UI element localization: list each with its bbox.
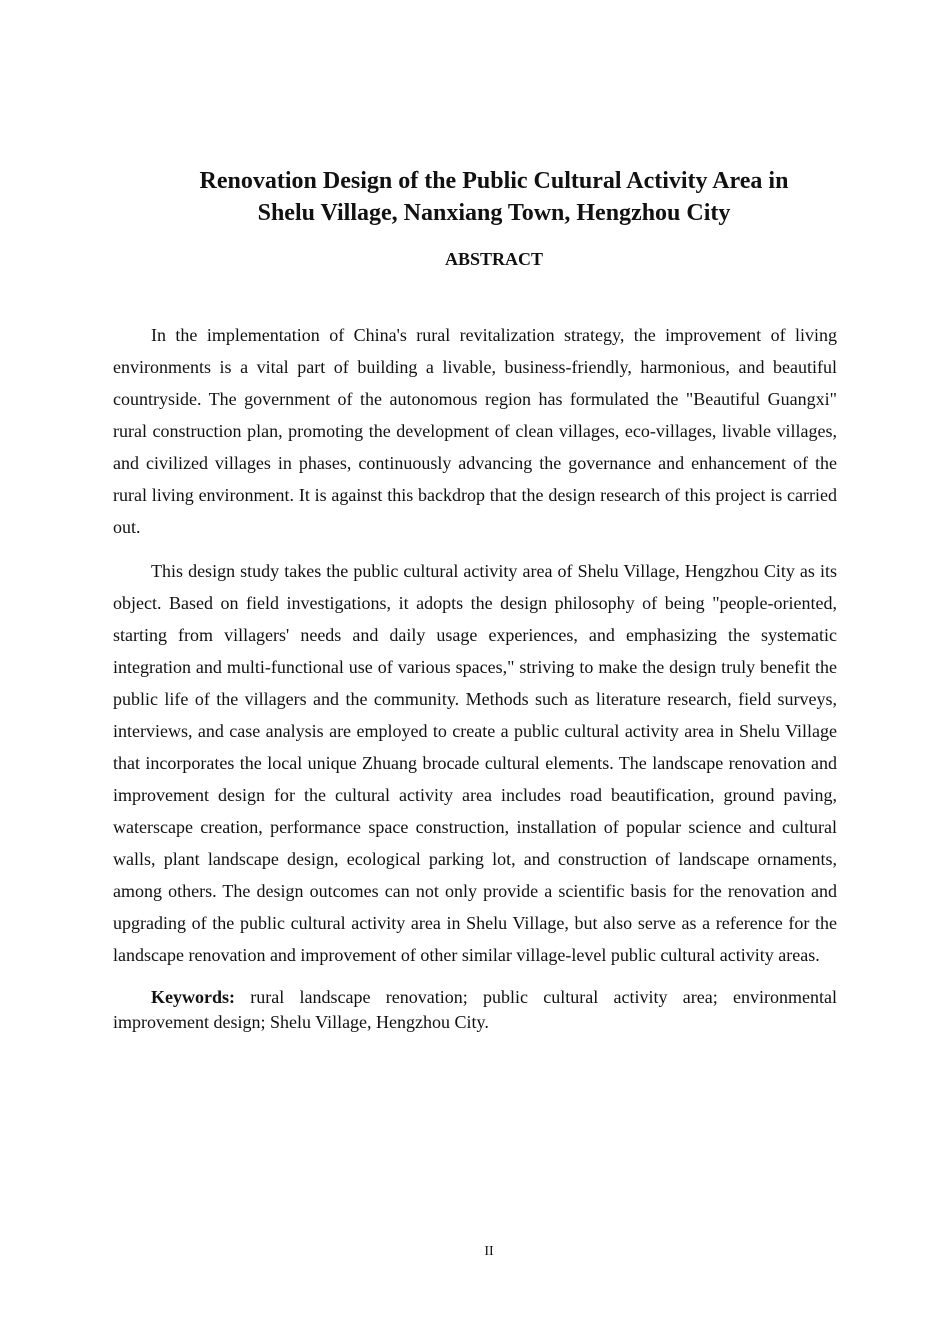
paper-title <box>113 165 875 229</box>
abstract-paragraph-1: In the implementation of China's rural revitalization strategy, the improvement of living environments is a vital part of building a livable, business-friendly, harmonious, and beautiful countryside. The government of the autonomous region has formulated the "Beautiful Guangxi" rural construction plan, promoting the development of clean villages, eco-villages, livable villages, and civilized villages in phases, continuously advancing the governance and enhancement of the rural living environment. It is against this backdrop that the design research of this project is carried out. <box>113 325 837 537</box>
keywords-line <box>113 983 837 1035</box>
keywords-text: rural landscape renovation; public cultural activity area; environmental improvement design; Shelu Village, Hengzhou City. <box>113 987 837 1032</box>
abstract-body <box>113 319 837 1035</box>
page-number: II <box>484 1244 494 1259</box>
paper-title-line-2: Shelu Village, Nanxiang Town, Hengzhou City <box>257 200 731 226</box>
abstract-heading: ABSTRACT <box>444 249 544 269</box>
paper-title-line-1: Renovation Design of the Public Cultural Activity Area in <box>199 168 789 194</box>
abstract-paragraph-2: This design study takes the public cultural activity area of Shelu Village, Hengzhou City as its object. Based on field investigations, it adopts the design philosophy of being "people-oriented, starting from villagers' needs and daily usage experiences, and emphasizing the systematic integration and multi-functional use of various spaces," striving to make the design truly benefit the public life of the villagers and the community. Methods such as literature research, field surveys, interviews, and case analysis are employed to create a public cultural activity area in Shelu Village that incorporates the local unique Zhuang brocade cultural elements. The landscape renovation and improvement design for the cultural activity area includes road beautification, ground paving, waterscape creation, performance space construction, installation of popular science and cultural walls, plant landscape design, ecological parking lot, and construction of landscape ornaments, among others. The design outcomes can not only provide a scientific basis for the renovation and upgrading of the public cultural activity area in Shelu Village, but also serve as a reference for the landscape renovation and improvement of other similar village-level public cultural activity areas. <box>113 561 837 965</box>
keywords-label: Keywords: <box>151 987 235 1007</box>
